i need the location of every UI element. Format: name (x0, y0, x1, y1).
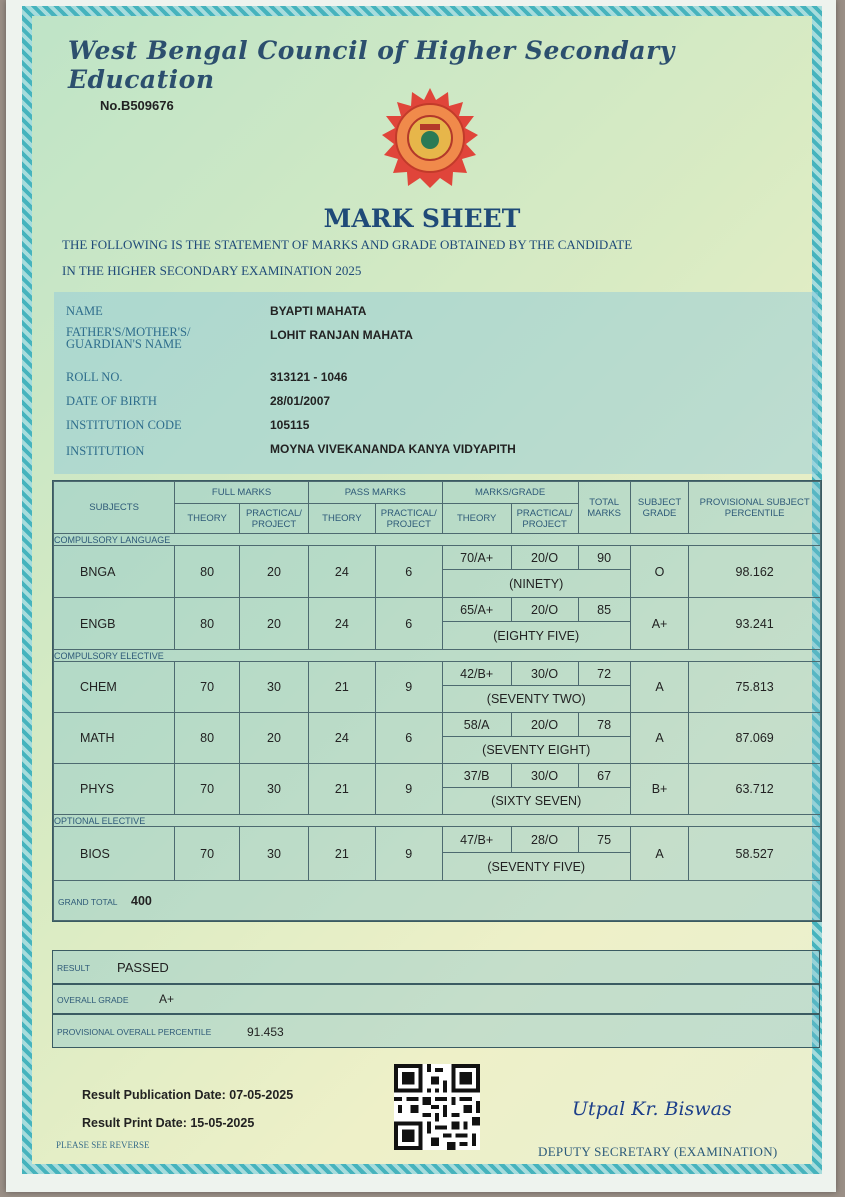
see-reverse-note: PLEASE SEE REVERSE (56, 1140, 150, 1150)
subject-name: MATH (54, 713, 175, 764)
certificate-border (22, 6, 822, 1174)
overall-grade-label: OVERALL GRADE (57, 995, 129, 1005)
header-mg-theory: THEORY (442, 504, 511, 534)
header-total-marks: TOTAL MARKS (578, 482, 630, 534)
guardian-name: LOHIT RANJAN MAHATA (270, 328, 413, 342)
pass-theory: 24 (308, 713, 375, 764)
header-full-theory: THEORY (175, 504, 240, 534)
total-in-words: (EIGHTY FIVE) (442, 622, 630, 650)
pass-practical: 9 (375, 827, 442, 881)
total-marks: 72 (578, 662, 630, 686)
name-label: NAME (66, 304, 103, 318)
header-pass-practical: PRACTICAL/ PROJECT (375, 504, 442, 534)
subject-grade: A+ (630, 598, 689, 650)
serial-number: No.B509676 (100, 98, 174, 113)
qr-code-icon (394, 1064, 480, 1150)
table-row (54, 713, 821, 737)
header-pass-marks: PASS MARKS (308, 482, 442, 504)
header-mg-practical: PRACTICAL/ PROJECT (511, 504, 578, 534)
pass-theory: 21 (308, 662, 375, 713)
table-row (54, 598, 821, 622)
total-marks: 67 (578, 764, 630, 788)
table-row (54, 764, 821, 788)
header-subject-grade: SUBJECT GRADE (630, 482, 689, 534)
full-practical: 30 (239, 827, 308, 881)
full-theory: 70 (175, 764, 240, 815)
category-optional-elective: OPTIONAL ELECTIVE (54, 815, 821, 827)
subject-grade: B+ (630, 764, 689, 815)
institution-name: MOYNA VIVEKANANDA KANYA VIDYAPITH (270, 442, 516, 456)
pass-practical: 9 (375, 764, 442, 815)
candidate-details (54, 292, 818, 474)
subject-percentile: 87.069 (689, 713, 821, 764)
pass-theory: 24 (308, 598, 375, 650)
candidate-name: BYAPTI MAHATA (270, 304, 367, 318)
full-theory: 80 (175, 713, 240, 764)
full-theory: 80 (175, 546, 240, 598)
subject-percentile: 98.162 (689, 546, 821, 598)
page-title: MARK SHEET (323, 204, 521, 233)
overall-grade-value: A+ (159, 992, 175, 1006)
dob-label: DATE OF BIRTH (66, 394, 157, 408)
publication-date: Result Publication Date: 07-05-2025 (82, 1088, 294, 1102)
pass-practical: 9 (375, 662, 442, 713)
institution-code-label: INSTITUTION CODE (66, 418, 182, 432)
header-subjects: SUBJECTS (54, 482, 175, 534)
guardian-label-line-2: GUARDIAN'S NAME (66, 337, 182, 351)
marksheet-paper (6, 0, 836, 1192)
pass-practical: 6 (375, 546, 442, 598)
full-practical: 30 (239, 662, 308, 713)
total-in-words: (SEVENTY TWO) (442, 686, 630, 713)
grand-total-row (54, 881, 821, 921)
result-label: RESULT (57, 963, 90, 973)
total-in-words: (SEVENTY FIVE) (442, 853, 630, 881)
overall-grade-box (52, 984, 820, 1014)
total-in-words: (NINETY) (442, 570, 630, 598)
pass-practical: 6 (375, 713, 442, 764)
theory-marks-grade: 37/B (442, 764, 511, 788)
total-marks: 78 (578, 713, 630, 737)
theory-marks-grade: 47/B+ (442, 827, 511, 853)
table-row (54, 827, 821, 853)
total-in-words: (SEVENTY EIGHT) (442, 737, 630, 764)
statement-line-2: IN THE HIGHER SECONDARY EXAMINATION 2025 (62, 263, 362, 278)
subject-percentile: 75.813 (689, 662, 821, 713)
overall-percentile-label: PROVISIONAL OVERALL PERCENTILE (57, 1027, 212, 1037)
category-compulsory-elective: COMPULSORY ELECTIVE (54, 650, 821, 662)
total-marks: 90 (578, 546, 630, 570)
council-name: West Bengal Council of Higher Secondary Education (68, 36, 675, 94)
result-box (52, 950, 820, 984)
grand-total-value: 400 (131, 893, 152, 908)
full-practical: 20 (239, 546, 308, 598)
full-theory: 70 (175, 827, 240, 881)
full-practical: 30 (239, 764, 308, 815)
print-date: Result Print Date: 15-05-2025 (82, 1116, 255, 1130)
theory-marks-grade: 58/A (442, 713, 511, 737)
pass-practical: 6 (375, 598, 442, 650)
full-practical: 20 (239, 713, 308, 764)
header-full-practical: PRACTICAL/ PROJECT (239, 504, 308, 534)
guardian-label (66, 326, 190, 350)
result-value: PASSED (117, 960, 169, 975)
roll-label: ROLL NO. (66, 370, 123, 384)
practical-marks-grade: 20/O (511, 598, 578, 622)
category-compulsory-language: COMPULSORY LANGUAGE (54, 534, 821, 546)
practical-marks-grade: 30/O (511, 662, 578, 686)
theory-marks-grade: 42/B+ (442, 662, 511, 686)
theory-marks-grade: 70/A+ (442, 546, 511, 570)
designation: DEPUTY SECRETARY (EXAMINATION) (538, 1144, 778, 1159)
subject-grade: A (630, 713, 689, 764)
subject-grade: A (630, 662, 689, 713)
total-in-words: (SIXTY SEVEN) (442, 788, 630, 815)
signature: Utpal Kr. Biswas (572, 1098, 732, 1120)
subject-name: ENGB (54, 598, 175, 650)
council-seal-icon (380, 88, 480, 188)
subject-grade: O (630, 546, 689, 598)
statement-line-1: THE FOLLOWING IS THE STATEMENT OF MARKS AND GRADE OBTAINED BY THE CANDIDATE (62, 237, 633, 252)
guardian-label-line-1: FATHER'S/MOTHER'S/ (66, 325, 191, 339)
full-practical: 20 (239, 598, 308, 650)
full-theory: 70 (175, 662, 240, 713)
header-pass-theory: THEORY (308, 504, 375, 534)
practical-marks-grade: 20/O (511, 546, 578, 570)
table-row (54, 662, 821, 686)
practical-marks-grade: 30/O (511, 764, 578, 788)
overall-percentile-box (52, 1014, 820, 1048)
subject-name: CHEM (54, 662, 175, 713)
subject-grade: A (630, 827, 689, 881)
overall-percentile-value: 91.453 (247, 1025, 284, 1039)
subject-name: BIOS (54, 827, 175, 881)
institution-code: 105115 (270, 418, 310, 432)
header-percentile: PROVISIONAL SUBJECT PERCENTILE (689, 482, 821, 534)
theory-marks-grade: 65/A+ (442, 598, 511, 622)
full-theory: 80 (175, 598, 240, 650)
institution-label: INSTITUTION (66, 444, 145, 458)
pass-theory: 21 (308, 764, 375, 815)
total-marks: 85 (578, 598, 630, 622)
table-row (54, 546, 821, 570)
pass-theory: 24 (308, 546, 375, 598)
subject-name: PHYS (54, 764, 175, 815)
total-marks: 75 (578, 827, 630, 853)
header-full-marks: FULL MARKS (175, 482, 309, 504)
subject-name: BNGA (54, 546, 175, 598)
subject-percentile: 93.241 (689, 598, 821, 650)
marks-table (53, 481, 821, 921)
pass-theory: 21 (308, 827, 375, 881)
subject-percentile: 63.712 (689, 764, 821, 815)
date-of-birth: 28/01/2007 (270, 394, 331, 408)
practical-marks-grade: 20/O (511, 713, 578, 737)
practical-marks-grade: 28/O (511, 827, 578, 853)
roll-number: 313121 - 1046 (270, 370, 348, 384)
subject-percentile: 58.527 (689, 827, 821, 881)
header-marks-grade: MARKS/GRADE (442, 482, 578, 504)
statement-text (62, 232, 782, 284)
marks-table-wrap (52, 480, 822, 922)
grand-total-label: GRAND TOTAL (58, 896, 118, 907)
